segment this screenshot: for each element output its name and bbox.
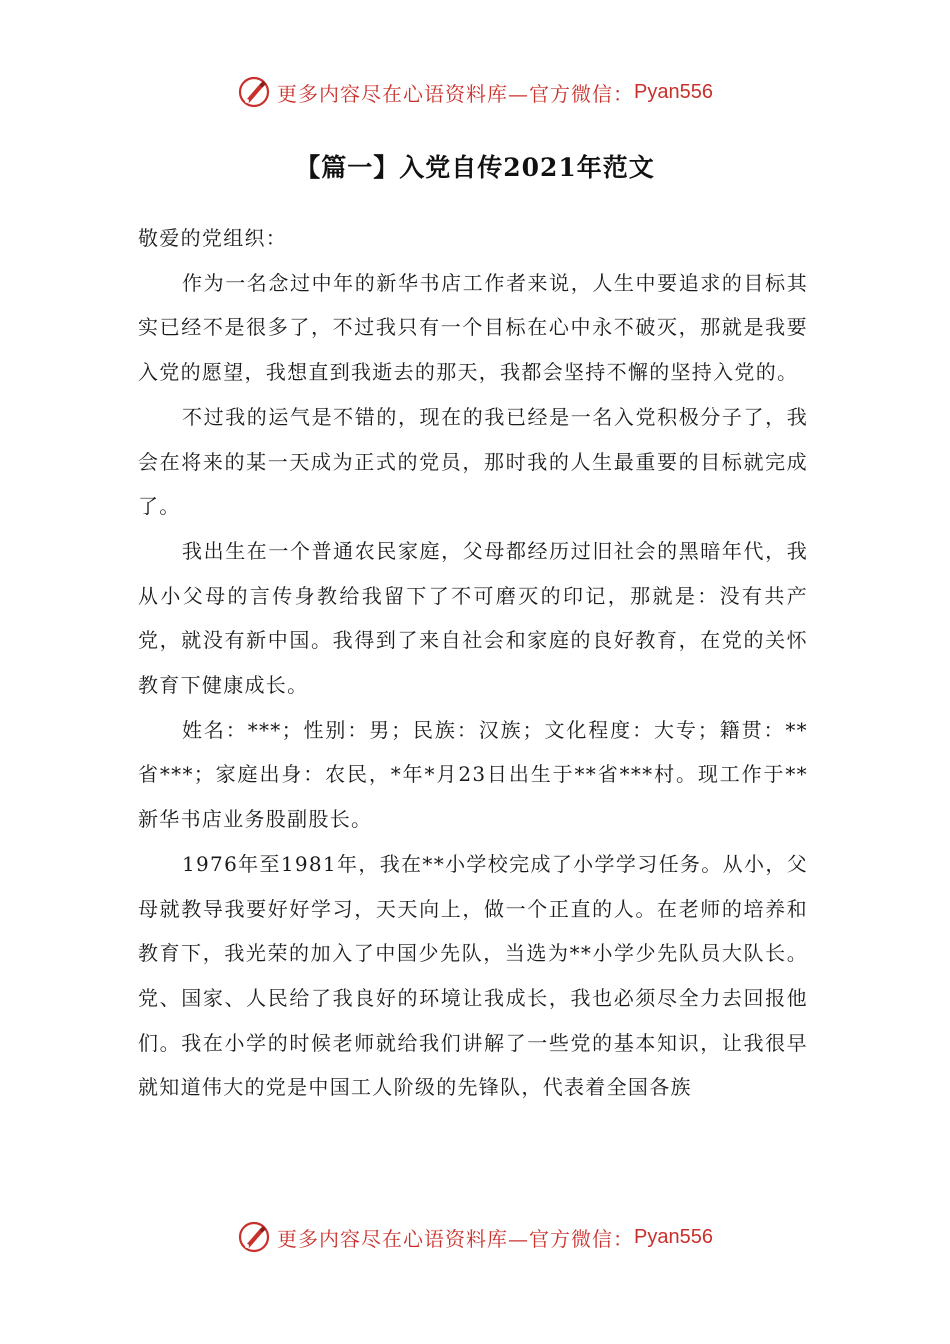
- paragraph: 不过我的运气是不错的，现在的我已经是一名入党积极分子了，我会在将来的某一天成为正式的党员，那时我的人生最重要的目标就完成了。: [138, 404, 808, 519]
- document-body: [138, 216, 808, 1110]
- paragraph: 姓名：***；性别：男；民族：汉族；文化程度：大专；籍贯：**省***；家庭出身：农民，*年*月23日出生于**省***村。现工作于**新华书店业务股副股长。: [138, 717, 808, 832]
- document-title: 【篇一】入党自传2021年范文: [295, 153, 655, 182]
- footer-banner: [0, 1217, 950, 1257]
- paragraph: 1976年至1981年，我在**小学校完成了小学学习任务。从小，父母就教导我要好好学习，天天向上，做一个正直的人。在老师的培养和教育下，我光荣的加入了中国少先队，当选为**小学少先队员大队长。党、国家、人民给了我良好的环境让我成长，我也必须尽全力去回报他们。我在小学的时候老师就给我们讲解了一些党的基本知识，让我很早就知道伟大的党是中国工人阶级的先锋队，代表着全国各族: [138, 851, 808, 1100]
- paragraph: 我出生在一个普通农民家庭，父母都经历过旧社会的黑暗年代，我从小父母的言传身教给我留下了不可磨灭的印记，那就是：没有共产党，就没有新中国。我得到了来自社会和家庭的良好教育，在党的关怀教育下健康成长。: [138, 538, 808, 698]
- footer-banner-text: 更多内容尽在心语资料库—官方微信：: [277, 1226, 635, 1251]
- footer-wechat-id: Pyan556: [634, 1225, 713, 1248]
- salutation: 敬爱的党组织：: [138, 226, 288, 250]
- pen-logo-icon: [237, 1220, 271, 1254]
- pen-logo-icon: [237, 75, 271, 109]
- header-banner-text: 更多内容尽在心语资料库—官方微信：: [277, 81, 635, 106]
- header-banner: [0, 72, 950, 112]
- header-wechat-id: Pyan556: [634, 80, 713, 103]
- paragraph: 作为一名念过中年的新华书店工作者来说，人生中要追求的目标其实已经不是很多了，不过我只有一个目标在心中永不破灭，那就是我要入党的愿望，我想直到我逝去的那天，我都会坚持不懈的坚持入党的。: [138, 270, 808, 385]
